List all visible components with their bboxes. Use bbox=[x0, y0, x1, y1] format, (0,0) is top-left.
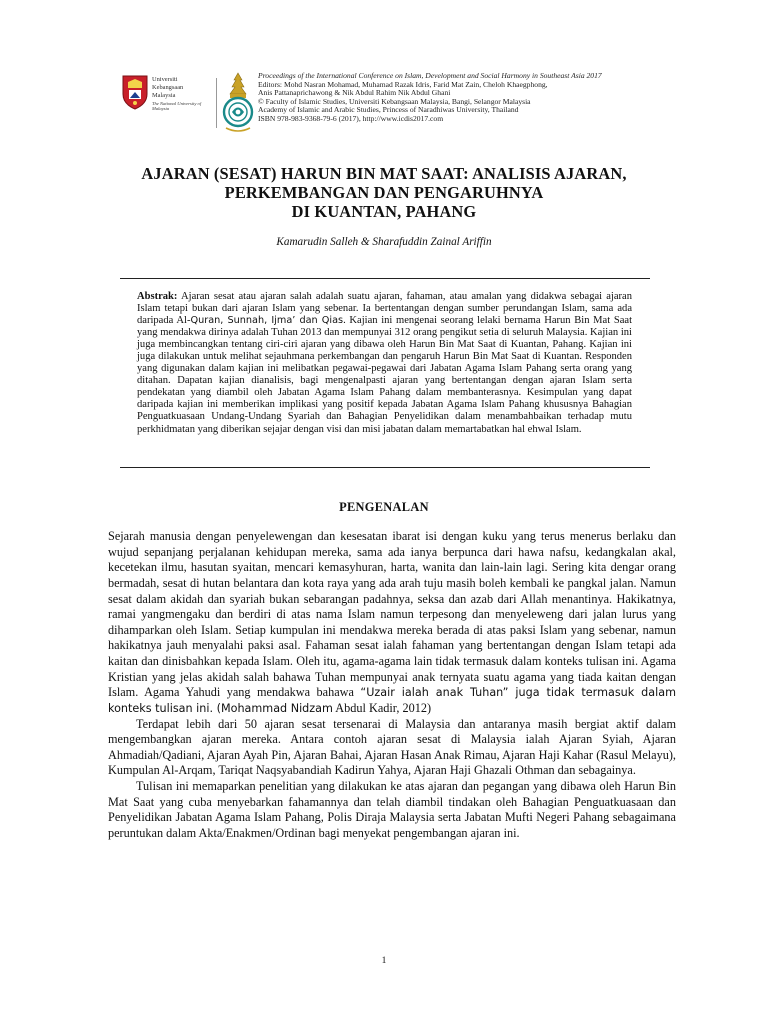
abstract-bottom-rule bbox=[120, 467, 650, 468]
copyright-line-1: © Faculty of Islamic Studies, Universiti Kebangsaan Malaysia, Bangi, Selangor Malaysia bbox=[258, 96, 531, 106]
isbn-line: ISBN 978-983-9368-79-6 (2017), http://www.icdis2017.com bbox=[258, 113, 444, 123]
uni-line-3: Malaysia bbox=[152, 92, 176, 99]
abstract-text-a: Ajaran sesat atau ajaran salah adalah suatu ajaran, fahaman, atau amalan yang didakwa sebagai ajaran Islam tetapi bukan dari ajaran Islam yang sebenar. Ia bertentangan dengan sumber perundangan Islam, sama ada daripada Al- bbox=[137, 291, 632, 327]
ukm-crest-icon bbox=[120, 74, 150, 110]
abstract-text-b: . Kajian ini mengenai seorang lelaki bernama Harun Bin Mat Saat yang mendakwa dirinya adalah Tuhan 2013 dan mempunyai 312 orang pengikut setia di seluruh Malaysia. Kajian ini juga membincangkan tentang ciri-ciri ajaran yang dibawa oleh Harun Bin Mat Saat di Kuantan, Pahang. Kajian ini juga dilakukan untuk melihat sejauhmana perkembangan dan pengaruh Harun Bin Mat Saat di Kuantan. Responden yang digunakan dalam kajian ini melibatkan pegawai-pegawai dari Jabatan Agama Islam Pahang serta orang yang ditahan. Dapatan kajian dianalisis, bagi mengenalpasti ajaran yang bertentangan dengan ajaran Islam serta pendekatan yang diambil oleh Jabatan Agama Islam Pahang dalam membanterasnya. Kesimpulan yang dapat daripada kajian ini memberikan implikasi yang positif kepada Jabatan Agama Islam Pahang khususnya Bahagian Penguatkuasaan Undang-Undang Syariah dan Bahagian Penyelidikan dalam menambahbaikan terhadap mutu perkhidmatan yang diberikan sejajar dengan visi dan misi jabatan dalam memartabatkan hal ehwal Islam. bbox=[137, 315, 632, 435]
paragraph-1 bbox=[108, 529, 676, 717]
paragraph-3: Tulisan ini memaparkan penelitian yang dilakukan ke atas ajaran dan pegangan yang dibawa oleh Harun Bin Mat Saat yang cuba menyebarkan fahamannya dan telah diambil tindakan oleh Bahagian Penguatkuasaan dan Penyelidikan Jabatan Agama Islam Pahang, Polis Diraja Malaysia serta Jabatan Mufti Negeri Pahang sebagaimana peruntukan dalam Akta/Enakmen/Ordinan bagi menyekat pengembangan ajaran ini. bbox=[108, 779, 676, 840]
paper-title bbox=[60, 164, 708, 221]
university-name bbox=[152, 76, 214, 112]
uni-tagline: The National University of Malaysia bbox=[152, 101, 202, 112]
paper-authors: Kamarudin Salleh & Sharafuddin Zainal Ariffin bbox=[276, 236, 492, 248]
uni-line-1: Universiti bbox=[152, 76, 178, 83]
section-heading: PENGENALAN bbox=[339, 500, 429, 514]
proceedings-metadata bbox=[258, 72, 688, 123]
abstract-top-rule bbox=[120, 278, 650, 279]
page-header bbox=[120, 72, 680, 142]
paragraph-1-text-b: Abdul Kadir, 2012) bbox=[332, 700, 432, 715]
title-line-3: DI KUANTAN, PAHANG bbox=[291, 202, 477, 221]
abstract bbox=[137, 291, 632, 436]
editors-line-1: Editors: Mohd Nasran Mohamad, Muhamad Razak Idris, Farid Mat Zain, Cheloh Khaegphong, bbox=[258, 79, 548, 89]
conference-name: Proceedings of the International Conference on Islam, Development and Social Harmony in Southeast Asia 2017 bbox=[258, 71, 602, 80]
abstract-label: Abstrak: bbox=[137, 291, 178, 302]
copyright-line-2: Academy of Islamic and Arabic Studies, Princess of Naradhiwas University, Thailand bbox=[258, 105, 519, 114]
paragraph-1-quote: “Uzair ialah anak Tuhan” juga tidak termasuk dalam konteks tulisan ini. (Mohammad Nidzam bbox=[108, 686, 676, 715]
abstract-text-sources: Quran, Sunnah, Ijma’ dan Qias bbox=[190, 315, 344, 327]
paragraph-1-text-a: Sejarah manusia dengan penyelewengan dan kesesatan ibarat isi dengan kuku yang terus menerus berlaku dan wujud sepanjang perjalanan kehidupan mereka, sama ada ianya berpunca dari hawa nafsu, kedangkalan akal, kecetekan ilmu, hasutan syaitan, mencari kemasyhuran, harta, wanita dan lain-lain lagi. Sering kita dengar orang bermadah, sesat di hutan belantara dan kota raya yang ada arah tuju masih boleh kembali ke pangkal jalan. Namun sesat dalam akidah dan syariah bukan sebarangan padahnya, seksa dan azab dari Allah menantinya. Hakikatnya, ramai yangmengaku dan berdiri di atas nama Islam namun terpesong dan menyeleweng dari jalan lurus yang dihamparkan oleh Islam. Setiap kumpulan ini mendakwa mereka berada di atas paksi Islam yang sebenar, namun hakikatnya jauh menyalahi paksi asal. Fahaman sesat ialah fahaman yang bertentangan dengan Islam tetapi ada kaitan dan dinisbahkan kepada Islam. Oleh itu, agama-agama lain tidak termasuk dalam konteks tulisan ini. Agama Kristian yang jelas akidah salah bahawa Tuhan mempunyai anak ternyata suatu agama yang tiada kaitan dengan Islam. Agama Yahudi yang mendakwa bahawa bbox=[108, 529, 676, 700]
page-number: 1 bbox=[381, 956, 387, 966]
paragraph-2: Terdapat lebih dari 50 ajaran sesat tersenarai di Malaysia dan antaranya masih bergiat aktif dalam mengembangkan ajaran mereka. Antara contoh ajaran sesat di Malaysia ialah Ajaran Syiah, Ajaran Ahmadiah/Qadiani, Ajaran Ayah Pin, Ajaran Bahai, Ajaran Hasan Anak Rimau, Ajaran Haji Kahar (Rasul Melayu), Kumpulan Al-Arqam, Tariqat Naqsyabandiah Kadirun Yahya, Ajaran Haji Ghazali Othman dan sebagainya. bbox=[108, 716, 676, 778]
uni-line-2: Kebangsaan bbox=[152, 84, 184, 91]
pnu-seal-icon bbox=[220, 72, 256, 136]
editors-line-2: Anis Pattanaprichawong & Nik Abdul Rahim Nik Abdul Ghani bbox=[258, 88, 451, 97]
title-line-1: AJARAN (SESAT) HARUN BIN MAT SAAT: ANALISIS AJARAN, bbox=[141, 164, 627, 183]
body-text bbox=[108, 529, 676, 842]
institution-logos bbox=[120, 72, 256, 138]
title-line-2: PERKEMBANGAN DAN PENGARUHNYA bbox=[224, 183, 544, 202]
logo-divider bbox=[216, 78, 217, 128]
